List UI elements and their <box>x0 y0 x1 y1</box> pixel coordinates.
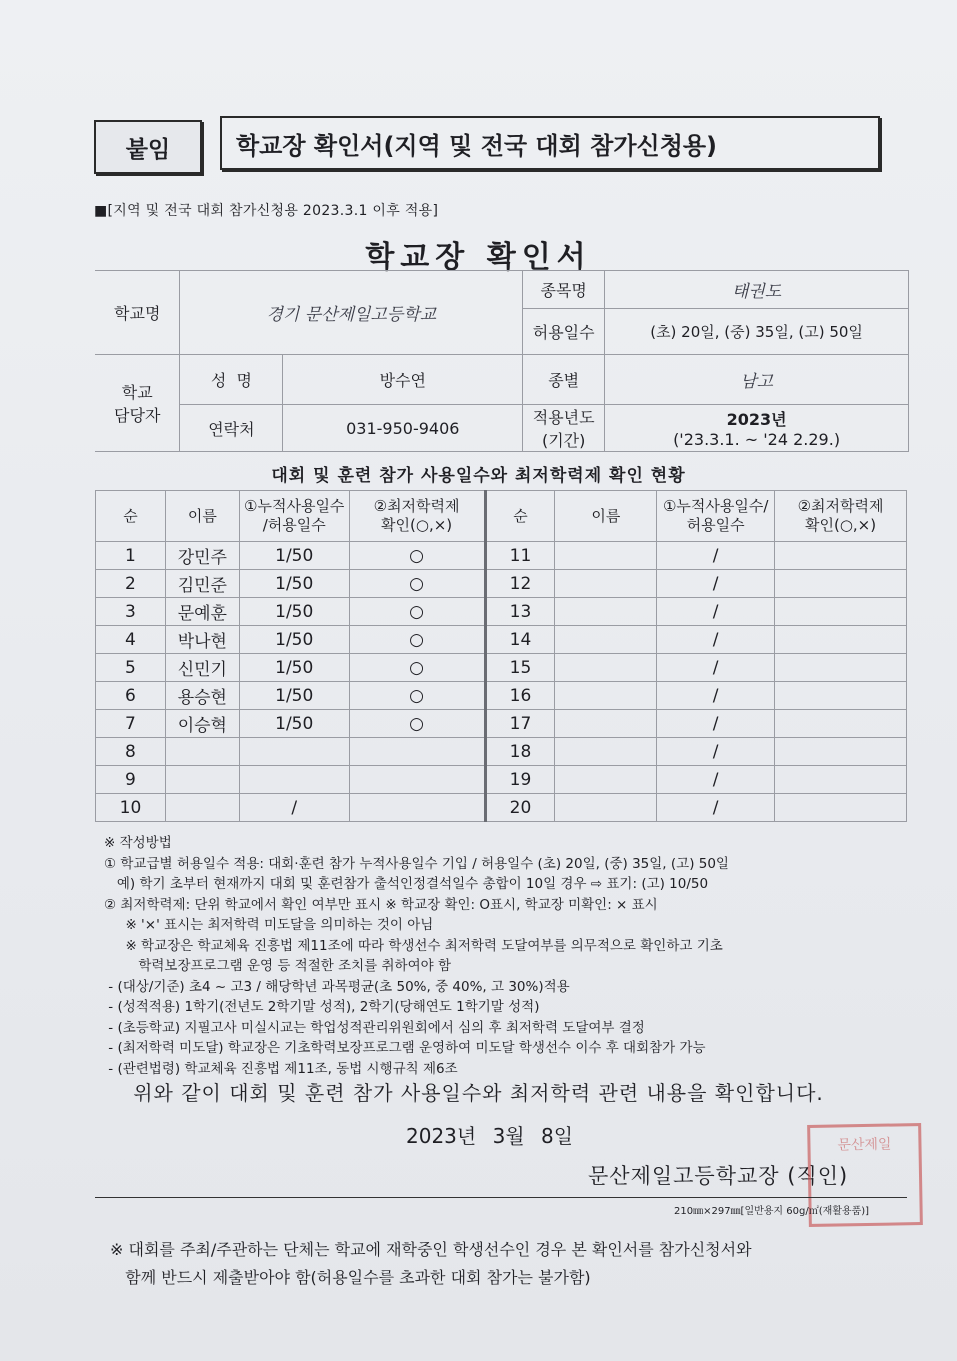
roster-header-row <box>96 491 907 542</box>
col-name-left: 이름 <box>165 491 239 542</box>
cell-days: / <box>239 794 349 822</box>
col-days-left <box>239 491 349 542</box>
col-check-right <box>775 491 907 542</box>
issue-date: 2023년 3월 8일 <box>406 1124 574 1148</box>
cell-days: / <box>657 598 775 626</box>
cell-check <box>775 626 907 654</box>
instructions-notes <box>104 833 904 1079</box>
cell-check <box>775 682 907 710</box>
cell-check: ○ <box>349 626 485 654</box>
note-line: - (대상/기준) 초4 ~ 고3 / 해당학년 과목평균(초 50%, 중 40%, 고 30%)적용 <box>104 978 570 995</box>
col-days-right-l2: 허용일수 <box>686 516 745 534</box>
cell-check <box>775 598 907 626</box>
note-line: ※ 작성방법 <box>104 835 172 851</box>
cell-no: 9 <box>96 766 166 794</box>
col-check-right-l2: 확인(○,×) <box>804 516 877 534</box>
year-value <box>605 405 909 452</box>
manager-label <box>95 355 180 452</box>
cell-name: 김민준 <box>165 570 239 598</box>
cell-check <box>349 766 485 794</box>
cell-days: 1/50 <box>239 682 349 710</box>
school-name-value: 경기 문산제일고등학교 <box>180 271 523 355</box>
cell-no: 20 <box>485 794 555 822</box>
cell-no: 10 <box>96 794 166 822</box>
cell-days <box>239 738 349 766</box>
cell-no: 6 <box>96 682 166 710</box>
sport-value: 태권도 <box>605 271 909 309</box>
cell-days: 1/50 <box>239 626 349 654</box>
allowed-days-value: (초) 20일, (중) 35일, (고) 50일 <box>605 309 909 355</box>
footer-line-1: ※ 대회를 주최/주관하는 단체는 학교에 재학중인 학생선수인 경우 본 확인서를 참가신청서와 <box>110 1240 752 1259</box>
cell-no: 2 <box>96 570 166 598</box>
footer-line-2: 함께 반드시 제출받아야 함(허용일수를 초과한 대회 참가는 불가함) <box>110 1268 591 1287</box>
cell-name: 문예훈 <box>165 598 239 626</box>
table-row <box>96 682 907 710</box>
cell-no: 13 <box>485 598 555 626</box>
sport-label: 종목명 <box>523 271 605 309</box>
cell-no: 17 <box>485 710 555 738</box>
cell-no: 3 <box>96 598 166 626</box>
cell-days: / <box>657 570 775 598</box>
table-row <box>96 626 907 654</box>
school-name-label: 학교명 <box>95 271 180 355</box>
attachment-tag: 붙임 <box>94 120 202 174</box>
cell-no: 18 <box>485 738 555 766</box>
cell-days: / <box>657 738 775 766</box>
table-row <box>96 710 907 738</box>
cell-check <box>775 654 907 682</box>
contact-label: 연락처 <box>180 405 283 452</box>
cell-check <box>775 794 907 822</box>
principal-signature: 문산제일고등학교장 (직인) <box>588 1164 849 1188</box>
cell-check: ○ <box>349 598 485 626</box>
cell-name <box>555 766 657 794</box>
note-line: ② 최저학력제: 단위 학교에서 확인 여부만 표시 ※ 학교장 확인: O표시, 학교장 미확인: × 표시 <box>104 896 658 913</box>
cell-no: 19 <box>485 766 555 794</box>
page-title: 학교장 확인서 <box>365 240 592 275</box>
cell-name <box>555 598 657 626</box>
cell-days: / <box>657 626 775 654</box>
cell-name <box>555 710 657 738</box>
athlete-roster-table <box>95 490 907 822</box>
seal-text: 문산제일 <box>837 1136 892 1154</box>
school-info-table <box>95 270 909 452</box>
cell-days: / <box>657 654 775 682</box>
note-line: - (성적적용) 1학기(전년도 2학기말 성적), 2학기(당해연도 1학기말 성적) <box>104 999 540 1015</box>
category-label: 종별 <box>523 355 605 405</box>
year-label <box>523 405 605 452</box>
allowed-days-label: 허용일수 <box>523 309 605 355</box>
cell-check <box>349 794 485 822</box>
cell-check: ○ <box>349 542 485 570</box>
cell-name: 강민주 <box>165 542 239 570</box>
cell-no: 8 <box>96 738 166 766</box>
cell-check: ○ <box>349 682 485 710</box>
table-row <box>96 654 907 682</box>
cell-days: / <box>657 794 775 822</box>
cell-name <box>555 794 657 822</box>
footer-divider <box>95 1197 907 1198</box>
table-row <box>96 738 907 766</box>
cell-days: 1/50 <box>239 598 349 626</box>
cell-name: 용승현 <box>165 682 239 710</box>
contact-value: 031-950-9406 <box>283 405 523 452</box>
col-check-left <box>349 491 485 542</box>
col-name-right: 이름 <box>555 491 657 542</box>
col-check-left-l1: ②최저학력제 <box>373 497 460 515</box>
cell-no: 14 <box>485 626 555 654</box>
note-line: ① 학교급별 허용일수 적용: 대회·훈련 참가 누적사용일수 기입 / 허용일수 (초) 20일, (중) 35일, (고) 50일 <box>104 855 729 872</box>
col-days-left-l2: /허용일수 <box>262 516 326 534</box>
cell-no: 4 <box>96 626 166 654</box>
status-title: 대회 및 훈련 참가 사용일수와 최저학력제 확인 현황 <box>271 466 686 486</box>
cell-name: 박나현 <box>165 626 239 654</box>
cell-days: 1/50 <box>239 570 349 598</box>
cell-no: 7 <box>96 710 166 738</box>
cell-days <box>239 766 349 794</box>
cell-days: 1/50 <box>239 710 349 738</box>
manager-name-value: 방수연 <box>283 355 523 405</box>
cell-check <box>349 738 485 766</box>
cell-name <box>555 570 657 598</box>
note-line: ※ '×' 표시는 최저학력 미도달을 의미하는 것이 아님 <box>104 917 434 933</box>
col-days-left-l1: ①누적사용일수 <box>244 497 345 515</box>
cell-check: ○ <box>349 710 485 738</box>
note-line: 예) 학기 초부터 현재까지 대회 및 훈련참가 출석인정결석일수 총합이 10일 경우 ⇨ 표기: (고) 10/50 <box>104 876 709 892</box>
category-value: 남고 <box>605 355 909 405</box>
table-row <box>96 570 907 598</box>
col-days-right-l1: ①누적사용일수/ <box>662 497 769 515</box>
cell-no: 16 <box>485 682 555 710</box>
note-line: - (최저학력 미도달) 학교장은 기초학력보장프로그램 운영하여 미도달 학생선수 이수 후 대회참가 가능 <box>104 1040 706 1056</box>
year-value-period: ('23.3.1. ~ '24 2.29.) <box>673 430 841 449</box>
cell-days: 1/50 <box>239 542 349 570</box>
col-check-right-l1: ②최저학력제 <box>797 497 884 515</box>
cell-days: / <box>657 766 775 794</box>
table-row <box>96 598 907 626</box>
cell-check <box>775 738 907 766</box>
document-heading: 학교장 확인서(지역 및 전국 대회 참가신청용) <box>220 116 880 170</box>
manager-label-line1: 학교 <box>121 383 153 402</box>
year-label-line2: (기간) <box>541 431 586 450</box>
cell-no: 12 <box>485 570 555 598</box>
cell-name <box>555 626 657 654</box>
cell-check <box>775 766 907 794</box>
cell-days: 1/50 <box>239 654 349 682</box>
applicability-note: ■[지역 및 전국 대회 참가신청용 2023.3.1 이후 적용] <box>94 203 439 219</box>
cell-check <box>775 570 907 598</box>
footer-note <box>110 1236 900 1292</box>
cell-name <box>165 738 239 766</box>
manager-name-label: 성 명 <box>180 355 283 405</box>
cell-name <box>165 766 239 794</box>
note-line: - (관련법령) 학교체육 진흥법 제11조, 동법 시행규칙 제6조 <box>104 1060 458 1077</box>
cell-name <box>555 654 657 682</box>
cell-no: 11 <box>485 542 555 570</box>
cell-name: 신민기 <box>165 654 239 682</box>
note-line: 학력보장프로그램 운영 등 적절한 조치를 취하여야 함 <box>104 958 451 974</box>
cell-no: 5 <box>96 654 166 682</box>
manager-label-line2: 담당자 <box>114 406 161 425</box>
note-line: ※ 학교장은 학교체육 진흥법 제11조에 따라 학생선수 최저학력 도달여부를 의무적으로 확인하고 기초 <box>104 937 723 954</box>
table-row <box>96 794 907 822</box>
cell-days: / <box>657 682 775 710</box>
cell-name <box>555 542 657 570</box>
col-days-right <box>657 491 775 542</box>
year-value-year: 2023년 <box>726 410 787 429</box>
cell-no: 15 <box>485 654 555 682</box>
cell-days: / <box>657 710 775 738</box>
note-line: - (초등학교) 지필고사 미실시교는 학업성적관리위원회에서 심의 후 최저학력 도달여부 결정 <box>104 1019 645 1036</box>
year-label-line1: 적용년도 <box>532 408 595 427</box>
cell-check: ○ <box>349 570 485 598</box>
cell-name <box>555 682 657 710</box>
cell-check <box>775 542 907 570</box>
table-row <box>96 766 907 794</box>
cell-check <box>775 710 907 738</box>
confirmation-statement: 위와 같이 대회 및 훈련 참가 사용일수와 최저학력 관련 내용을 확인합니다. <box>133 1081 824 1105</box>
table-row <box>96 542 907 570</box>
paper-spec: 210㎜×297㎜[일반용지 60g/㎡(재활용품)] <box>674 1206 870 1217</box>
col-check-left-l2: 확인(○,×) <box>381 516 453 534</box>
cell-check: ○ <box>349 654 485 682</box>
cell-name: 이승혁 <box>165 710 239 738</box>
cell-name <box>555 738 657 766</box>
cell-no: 1 <box>96 542 166 570</box>
cell-name <box>165 794 239 822</box>
cell-days: / <box>657 542 775 570</box>
col-no-left: 순 <box>96 491 166 542</box>
col-no-right: 순 <box>485 491 555 542</box>
